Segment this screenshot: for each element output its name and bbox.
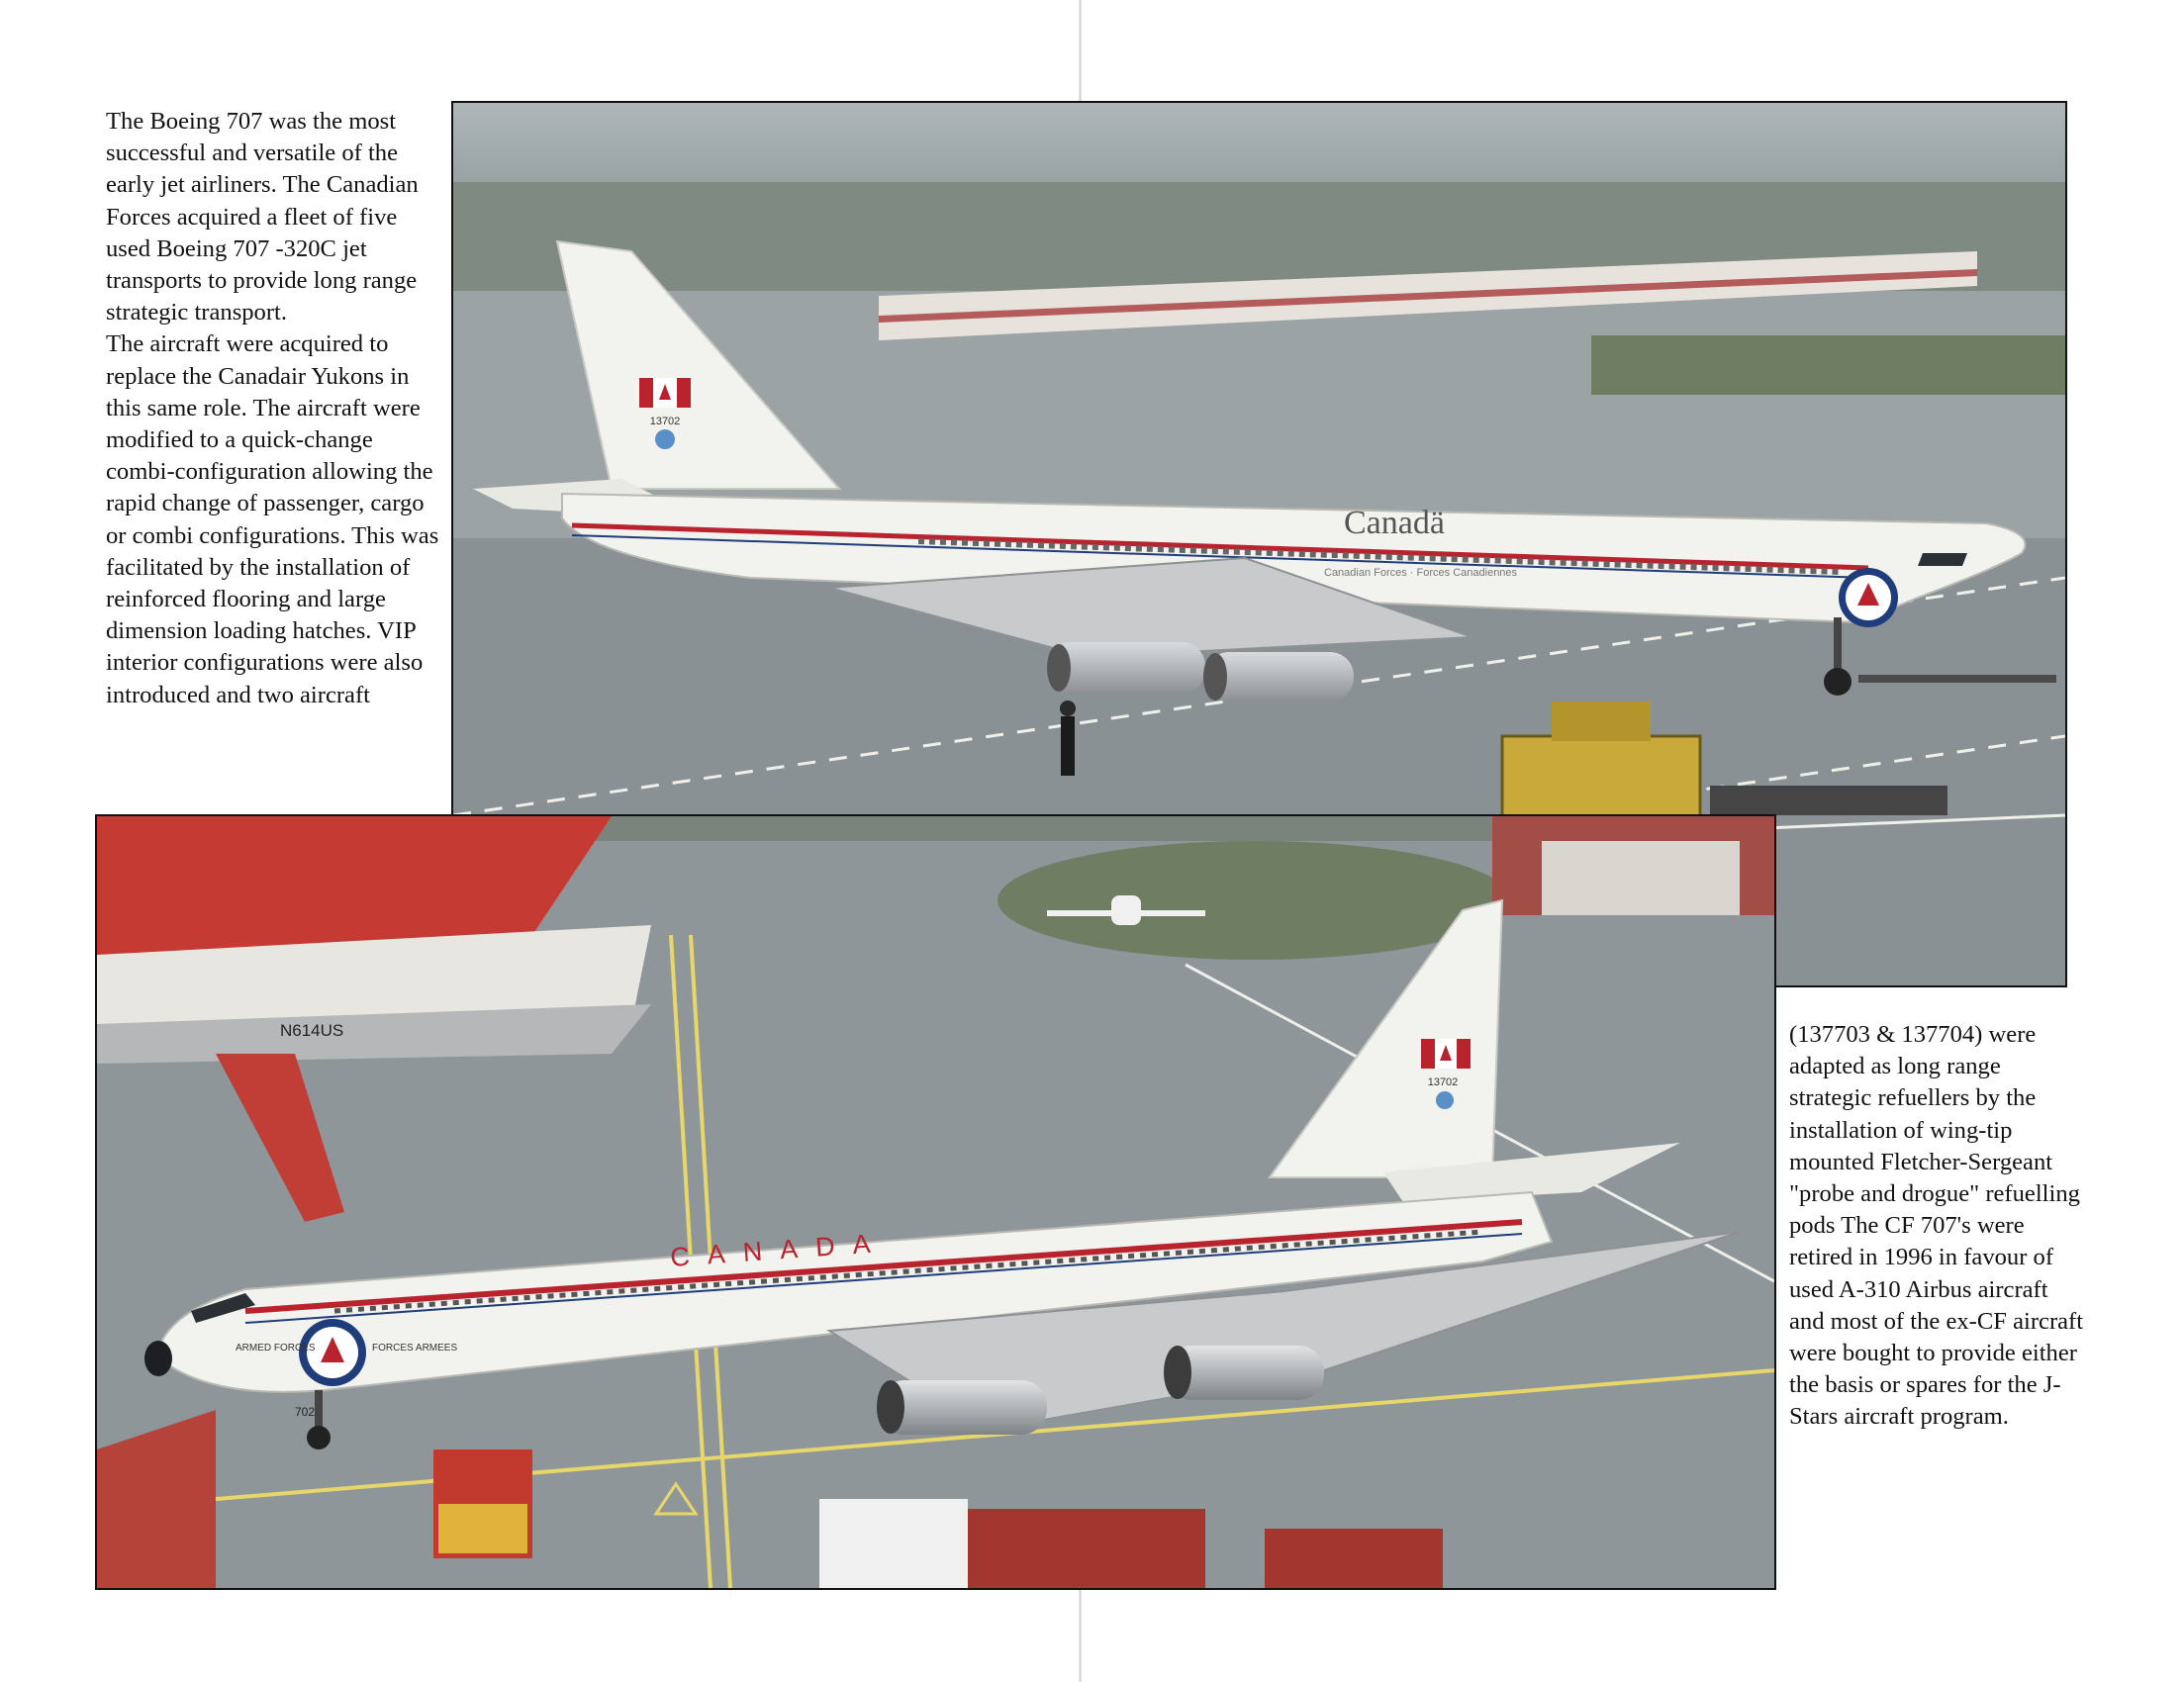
right-paragraph-1: (137703 & 137704) were adapted as long range strategic refuellers by the installation of wing-tip mounted Fletcher-Sergeant "probe and drogue" refuelling pods The CF 707's were retired in 1996 in favour of used A-310 Airbus aircraft and most of the ex-CF aircraft were bought to provide either the basis or spares for the J-Stars aircraft program.	[1789, 1021, 2084, 1431]
bottom-nose-text-en: ARMED FORCES	[236, 1343, 316, 1354]
left-paragraph-1: The Boeing 707 was the most successful and versatile of the early jet airliners. The Canadian Forces acquired a fleet of five used Boeing 707 -320C jet transports to provide long range strategic transport.	[106, 108, 419, 327]
other-aircraft-registration: N614US	[280, 1021, 344, 1040]
photo-bottom-illustration	[97, 816, 1774, 1588]
top-tail-number: 13702	[649, 416, 681, 427]
bottom-nose-gear-number: 702	[295, 1405, 316, 1419]
left-paragraph-2: The aircraft were acquired to replace the Canadair Yukons in this same role. The aircraft were modified to a quick-change combi-configuration allowing the rapid change of passenger, cargo or combi configurations. This was facilitated by the installation of reinforced flooring and large dimension loading hatches. VIP interior configurations were also introduced and two aircraft	[106, 330, 439, 708]
terminal-buildings	[1492, 816, 1774, 915]
left-text-column	[106, 106, 447, 711]
bottom-tail-number: 13702	[1427, 1076, 1459, 1088]
bottom-fuselage-title: C A N A D A	[669, 1228, 878, 1272]
bottom-nose-text-fr: FORCES ARMEES	[372, 1343, 458, 1354]
top-roundel	[1839, 568, 1898, 627]
top-side-text: Canadian Forces · Forces Canadiennes	[1324, 567, 1518, 579]
top-fuselage-title: Canadä	[1344, 505, 1445, 541]
right-text-column	[1789, 1019, 2086, 1434]
photo-cf707-apron	[95, 814, 1776, 1590]
